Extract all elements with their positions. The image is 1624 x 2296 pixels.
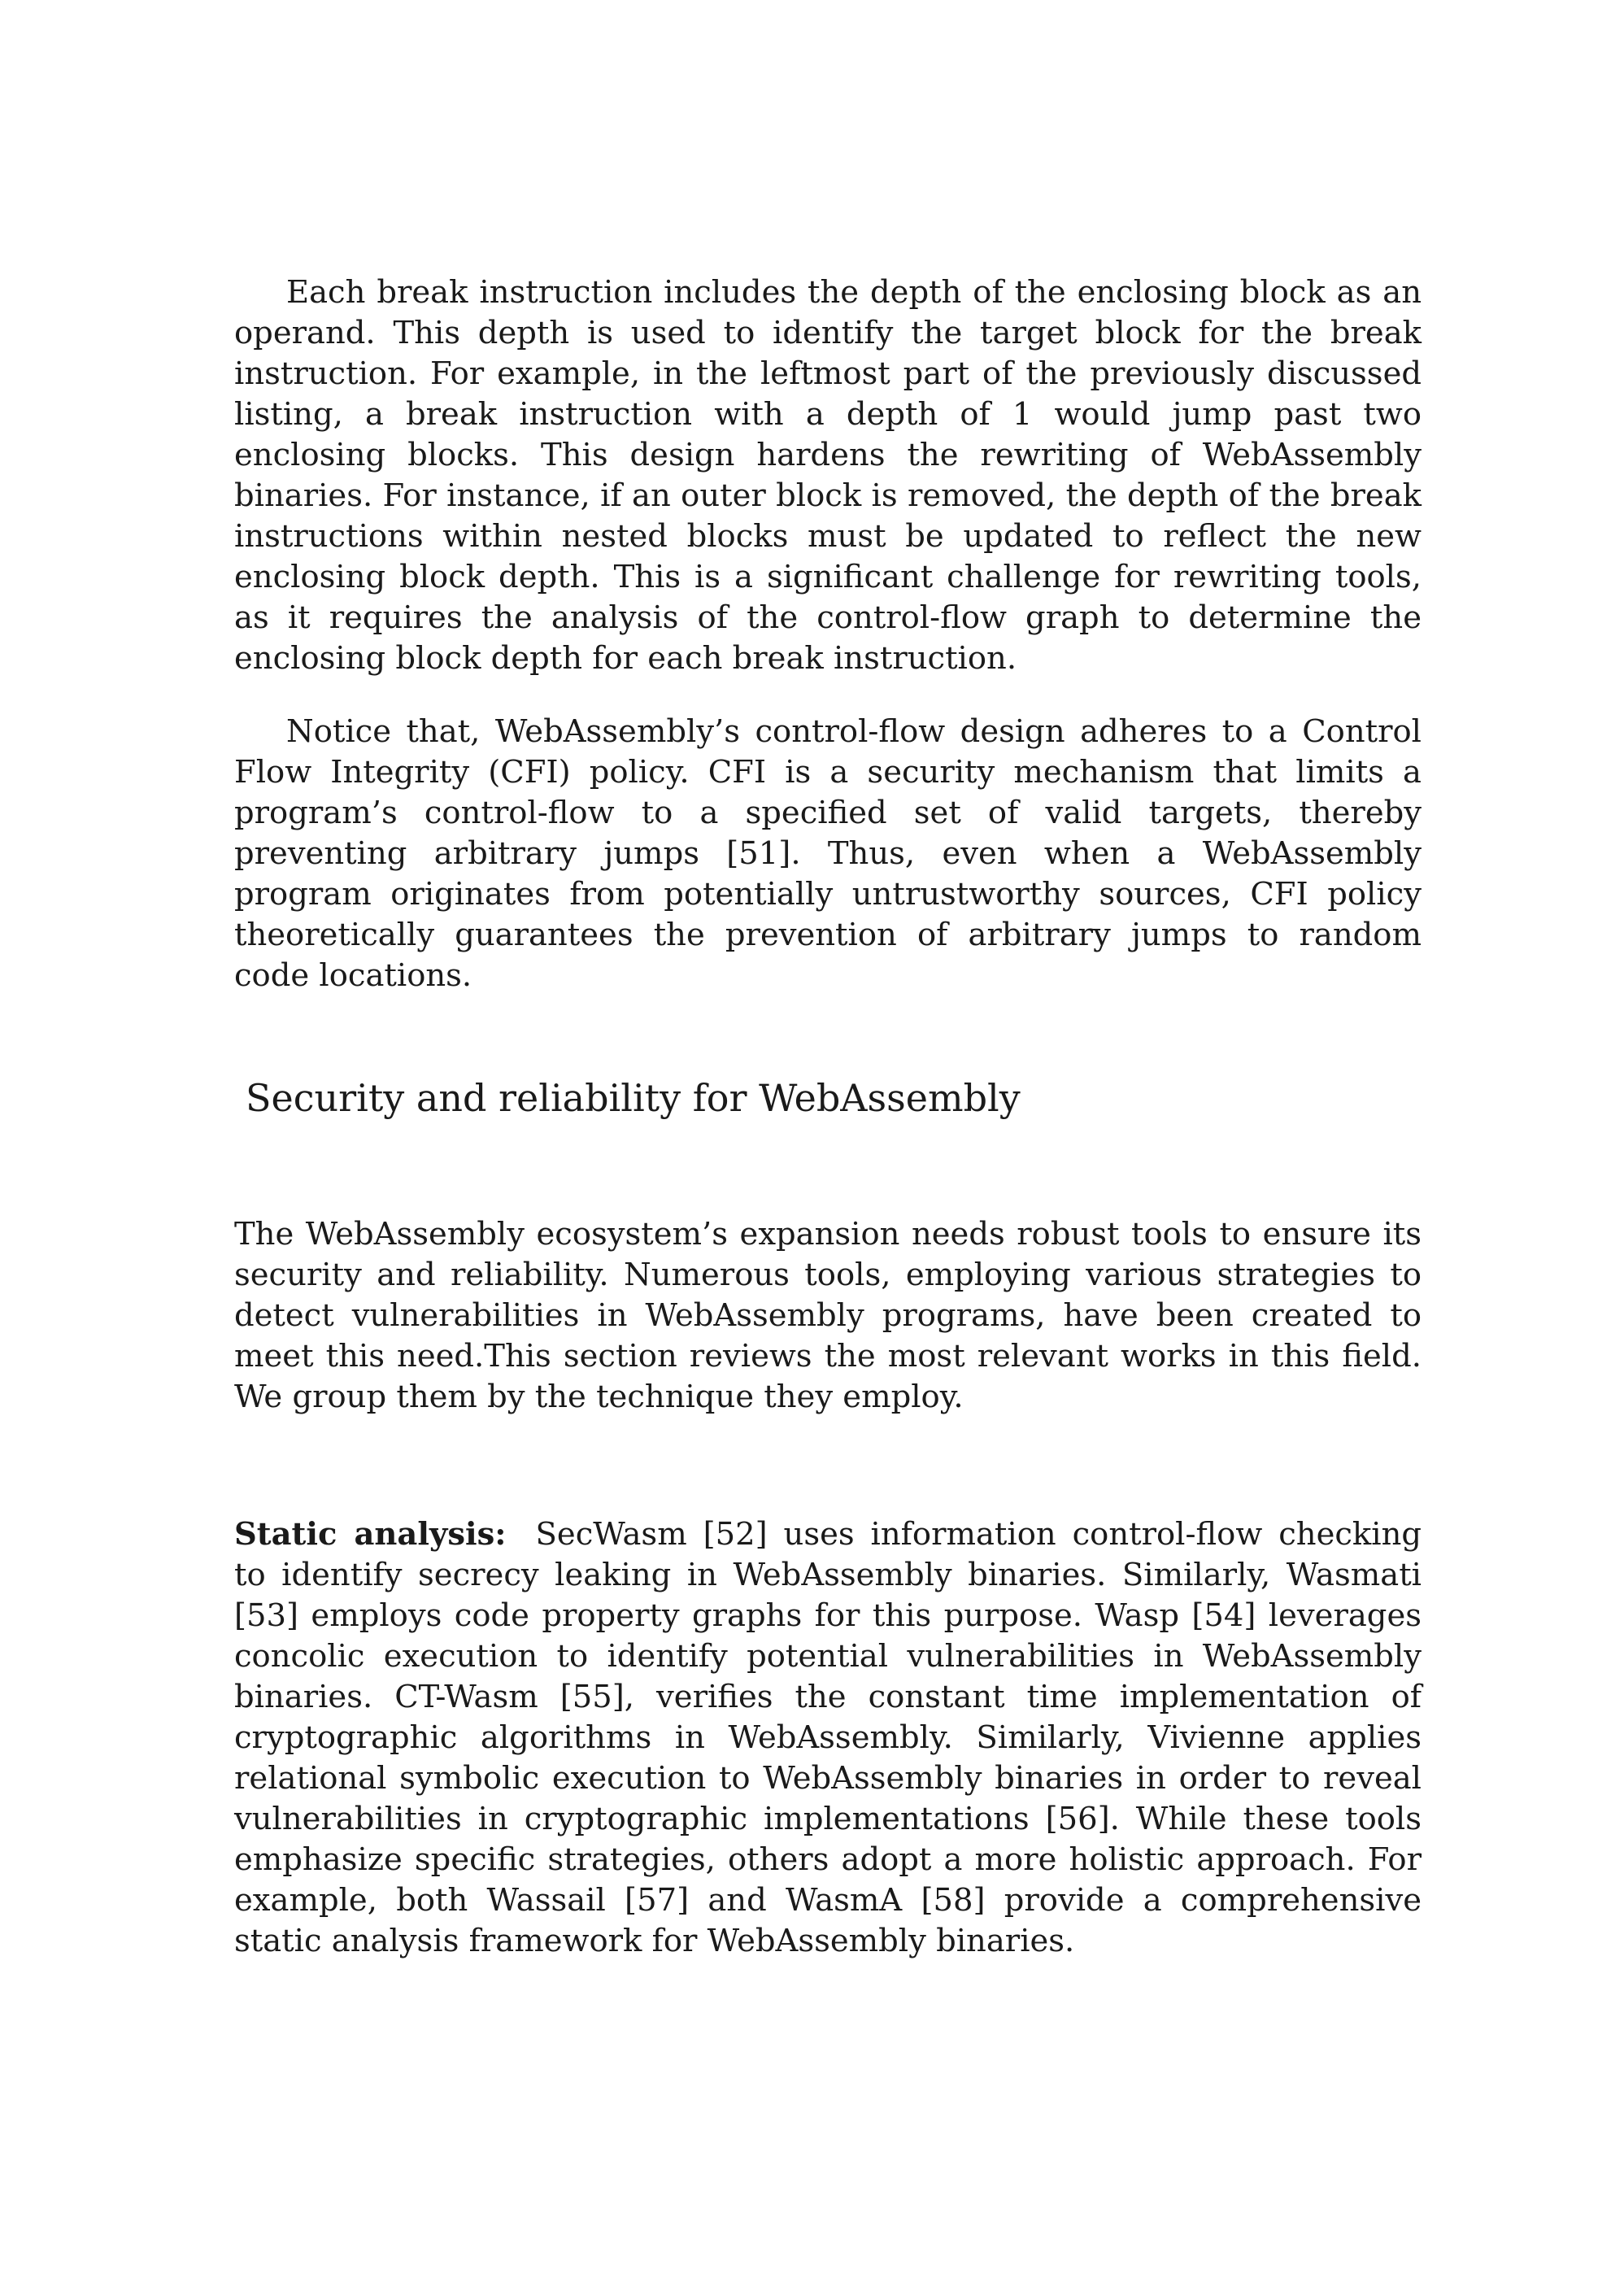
static-analysis-heading: Static analysis: (234, 1516, 507, 1553)
paragraph-break-depth: Each break instruction includes the depth of the enclosing block as an operand. This depth is used to identify the target block for the break instruction. For example, in the leftmost part of the previously discussed listing, a break instruction with a depth of 1 would jump past two enclosing blocks. This design hardens the rewriting of WebAssembly binaries. For instance, if an outer block is removed, the depth of the break instructions within nested blocks must be updated to reflect the new enclosing block depth. This is a significant challenge for rewriting tools, as it requires the analysis of the control-flow graph to determine the enclosing block depth for each break instruction. (234, 274, 1422, 677)
paragraph-cfi-policy: Notice that, WebAssembly’s control-flow design adheres to a Control Flow Integrity (CFI) policy. CFI is a security mechanism that limits a program’s control-flow to a specified set of valid targets, thereby preventing arbitrary jumps [51]. Thus, even when a WebAssembly program originates from potentially untrustworthy sources, CFI policy theoretically guarantees the prevention of arbitrary jumps to random code locations. (234, 713, 1422, 994)
paragraph-static-analysis (234, 1514, 1422, 1962)
static-analysis-text: SecWasm [52] uses information control-flow checking to identify secrecy leaking in WebAssembly binaries. Similarly, Wasmati [53] employs code property graphs for this purpose. Wasp [54] leverages concolic execution to identify potential vulnerabilities in WebAssembly binaries. CT-Wasm [55], verifies the constant time implementation of cryptographic algorithms in WebAssembly. Similarly, Vivienne applies relational symbolic execution to WebAssembly binaries in order to reveal vulnerabilities in cryptographic implementations [56]. While these tools emphasize specific strategies, others adopt a more holistic approach. For example, both Wassail [57] and WasmA [58] provide a comprehensive static analysis framework for WebAssembly binaries. (234, 1516, 1422, 1959)
paragraph-section-intro: The WebAssembly ecosystem’s expansion needs robust tools to ensure its security and reliability. Numerous tools, employing various strategies to detect vulnerabilities in WebAssembly programs, have been created to meet this need.This section reviews the most relevant works in this field. We group them by the technique they employ. (234, 1216, 1422, 1415)
section-title: Security and reliability for WebAssembly (246, 1076, 1021, 1120)
